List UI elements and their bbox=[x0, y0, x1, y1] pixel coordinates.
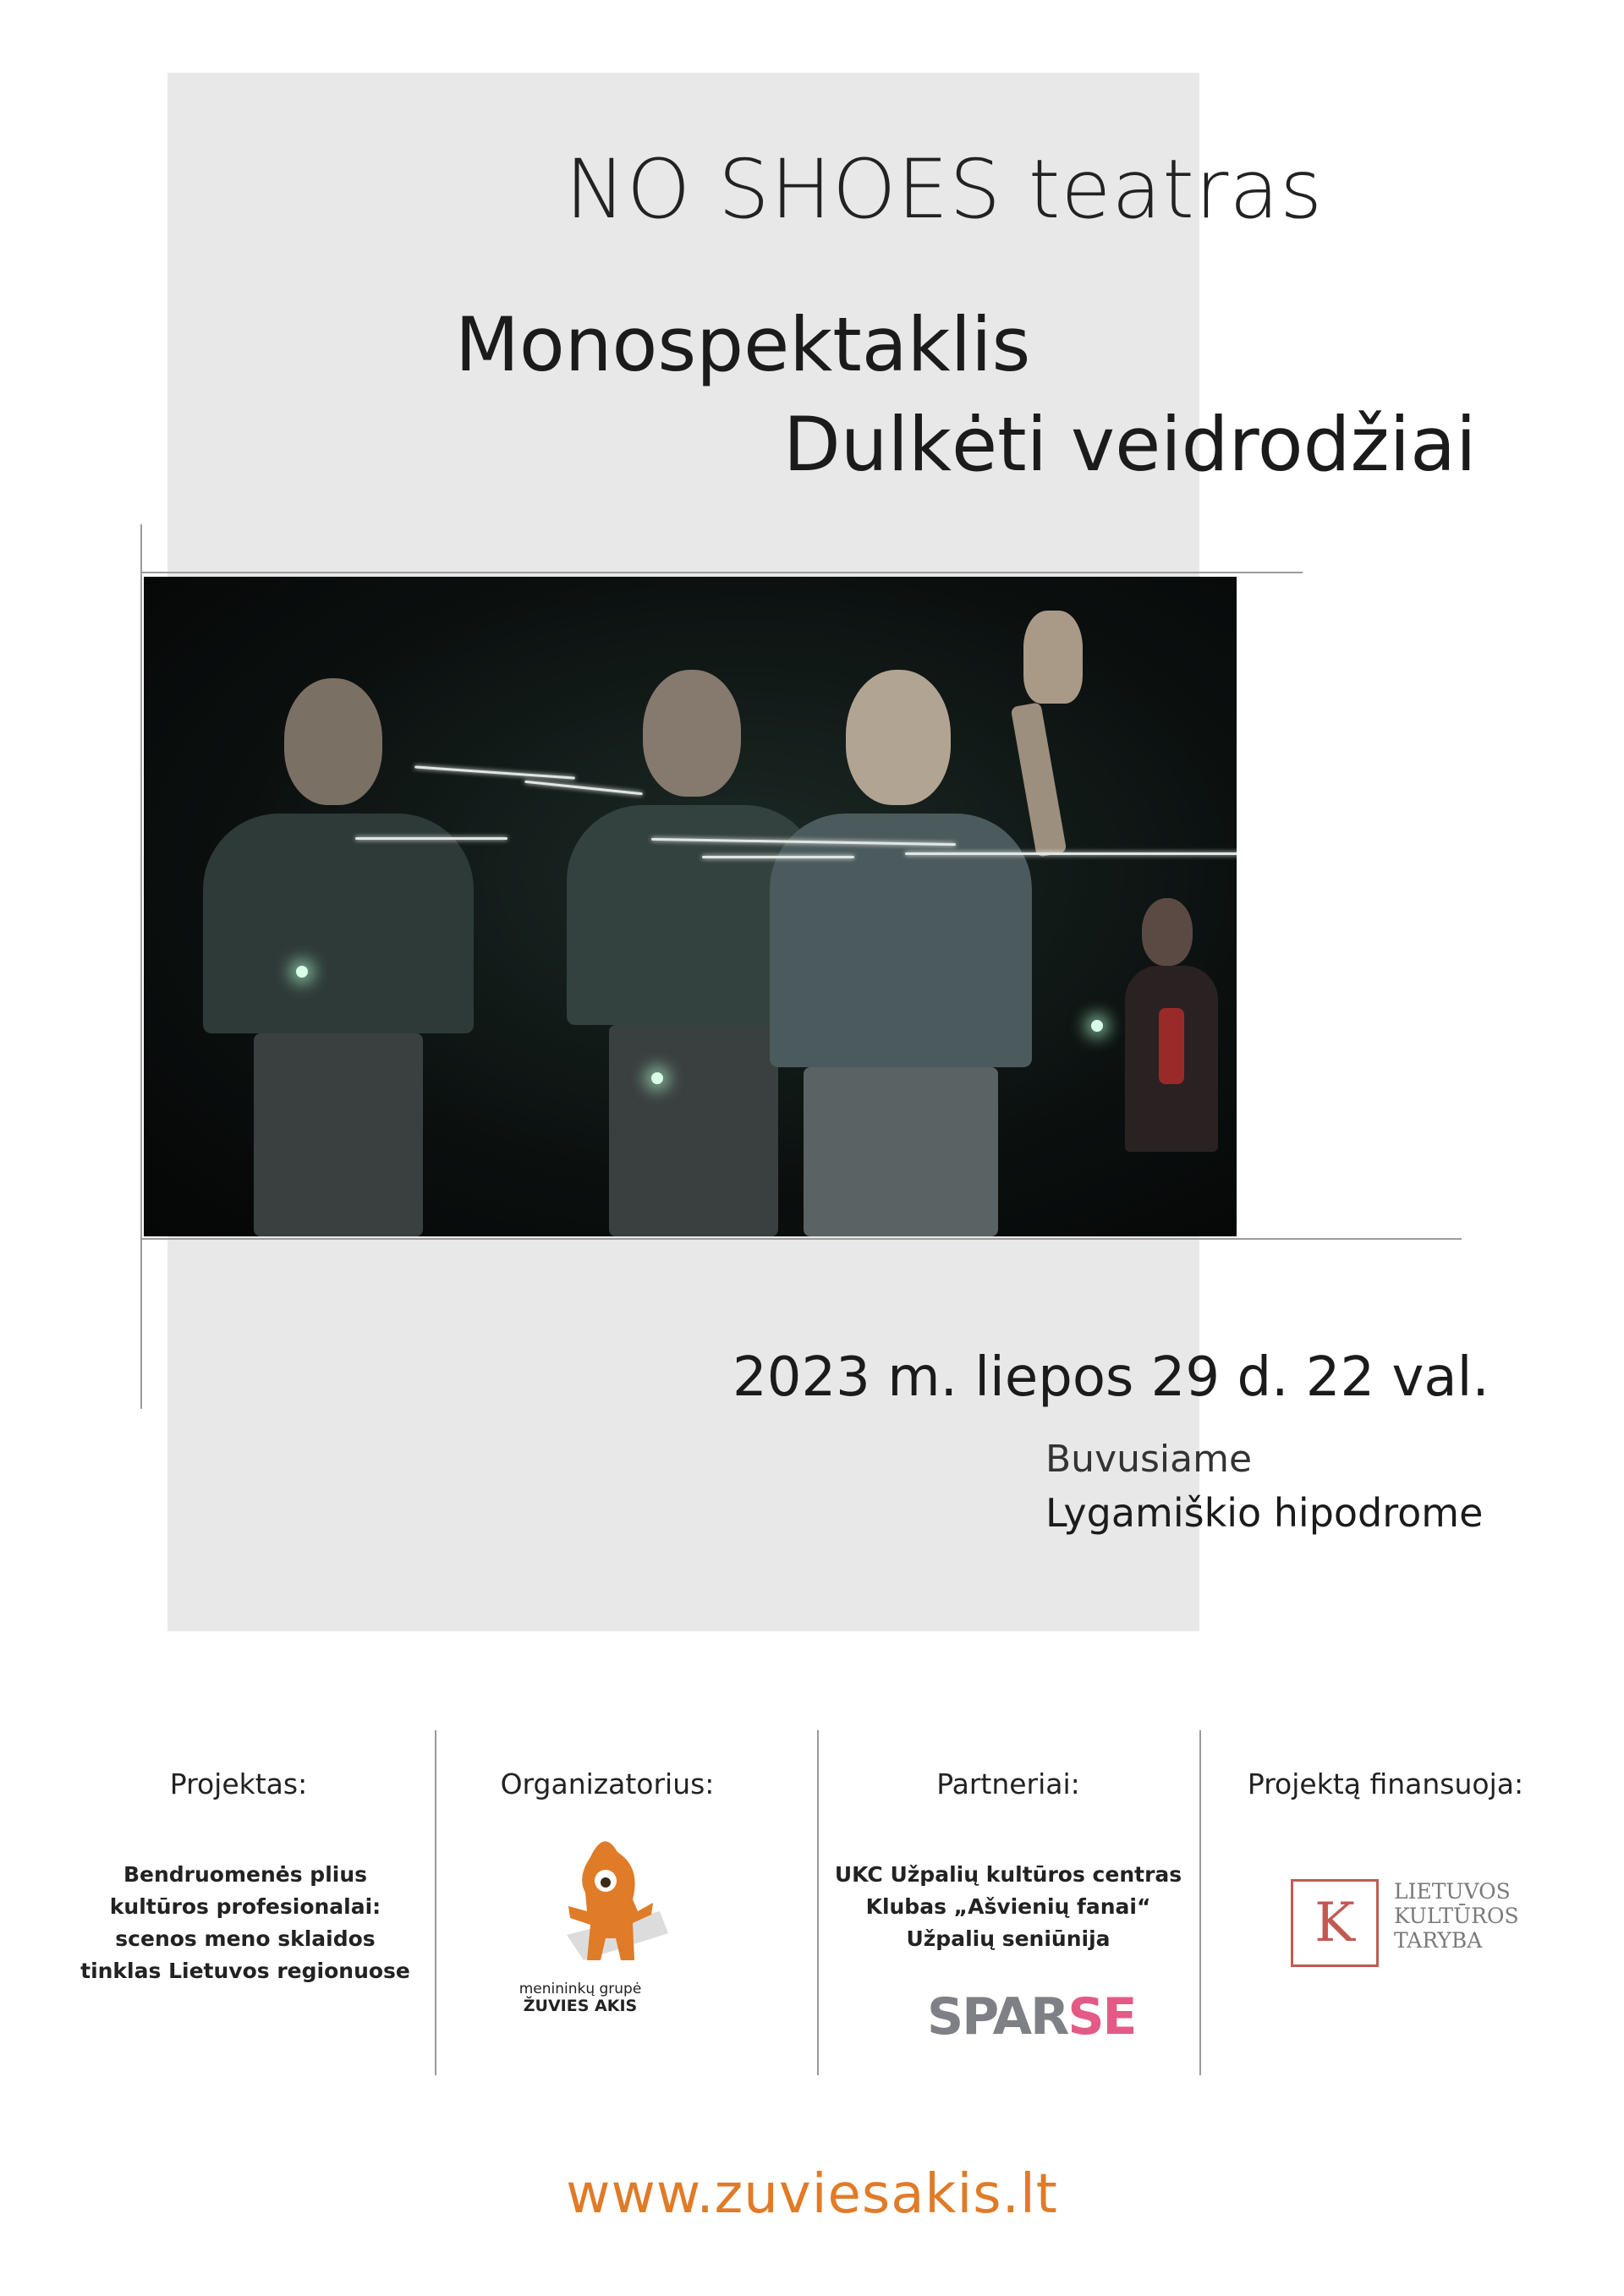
ltb-logo-text: LIETUVOS KULTŪROS TARYBA bbox=[1394, 1879, 1519, 1953]
column-separator bbox=[1199, 1730, 1201, 2075]
venue-line-1: Buvusiame bbox=[1045, 1438, 1253, 1481]
performance-type: Monospektaklis bbox=[455, 301, 1031, 388]
project-line: scenos meno sklaidos bbox=[115, 1926, 376, 1951]
theatre-company-title: NO SHOES teatras bbox=[565, 142, 1324, 237]
ltb-logo-mark: K bbox=[1291, 1879, 1379, 1967]
organizer-logo-caption bbox=[487, 1981, 673, 2014]
column-separator bbox=[817, 1730, 819, 2075]
event-date-time: 2023 m. liepos 29 d. 22 val. bbox=[732, 1346, 1490, 1409]
light-streak bbox=[414, 765, 575, 779]
frame-line-left bbox=[140, 524, 142, 1409]
project-line: tinklas Lietuvos regionuose bbox=[80, 1959, 410, 1983]
website-url[interactable]: www.zuviesakis.lt bbox=[566, 2163, 1058, 2226]
funder-heading: Projektą finansuoja: bbox=[1247, 1767, 1524, 1800]
project-heading: Projektas: bbox=[169, 1767, 308, 1800]
performance-photo bbox=[144, 577, 1237, 1236]
partners-list bbox=[835, 1859, 1182, 1955]
venue-line-2: Lygamiškio hipodrome bbox=[1045, 1490, 1484, 1536]
zuvies-akis-logo bbox=[533, 1833, 702, 1981]
frame-line-bottom bbox=[140, 1238, 1462, 1240]
light-streak bbox=[905, 852, 1237, 855]
torch-glow bbox=[296, 966, 308, 978]
partner-line: UKC Užpalių kultūros centras bbox=[834, 1862, 1182, 1887]
play-title: Dulkėti veidrodžiai bbox=[783, 401, 1477, 488]
partners-heading: Partneriai: bbox=[936, 1767, 1080, 1800]
frame-line-top bbox=[140, 572, 1303, 573]
column-separator bbox=[435, 1730, 436, 2075]
torch-glow bbox=[1091, 1020, 1103, 1032]
organizer-caption-name: ŽUVIES AKIS bbox=[523, 1997, 638, 2015]
partner-line: Klubas „Ašvienių fanai“ bbox=[865, 1894, 1151, 1919]
organizer-caption-small: menininkų grupė bbox=[518, 1981, 642, 1997]
organizer-heading: Organizatorius: bbox=[500, 1767, 715, 1800]
torch-glow bbox=[651, 1072, 663, 1084]
light-streak bbox=[355, 837, 508, 840]
project-line: kultūros profesionalai: bbox=[109, 1894, 381, 1919]
light-streak bbox=[524, 781, 643, 796]
project-line: Bendruomenės plius bbox=[123, 1862, 368, 1887]
light-streak bbox=[702, 856, 854, 858]
sparse-logo: SPARSE bbox=[927, 1987, 1136, 2047]
project-description bbox=[80, 1859, 410, 1987]
partner-line: Užpalių seniūnija bbox=[906, 1926, 1111, 1951]
